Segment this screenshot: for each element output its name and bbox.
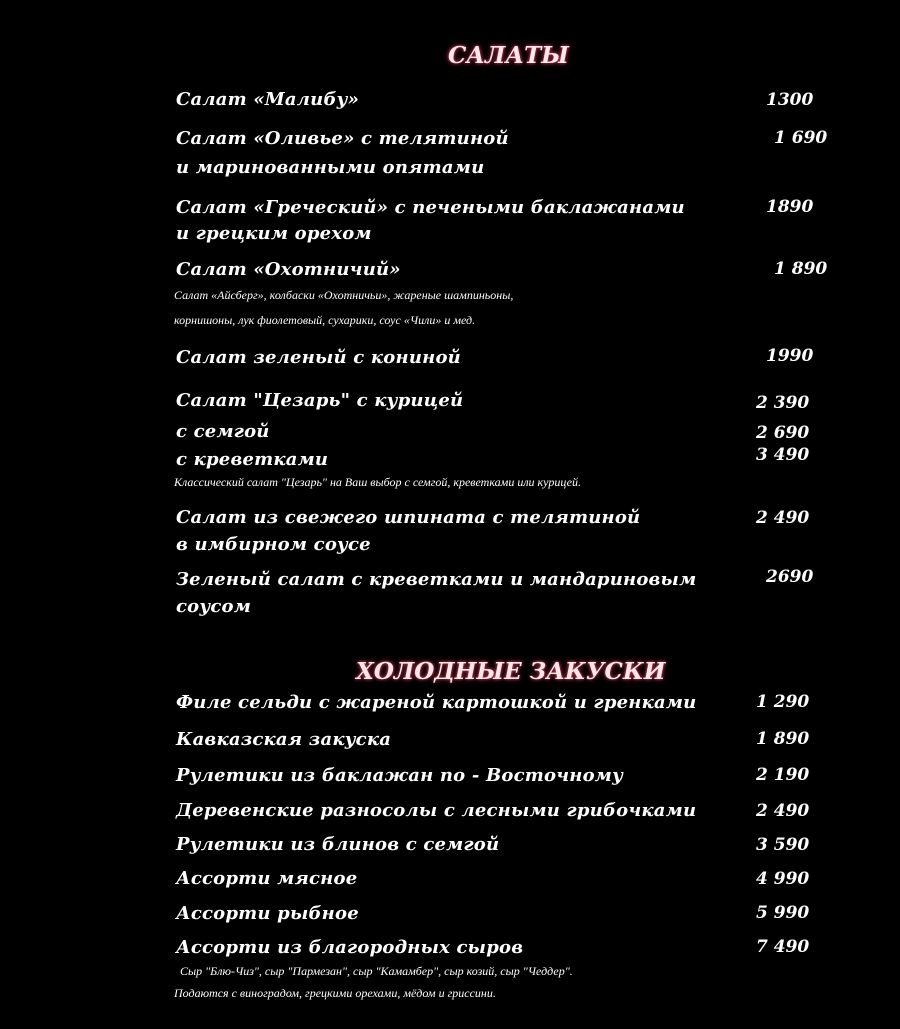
spinach-price: 2 490 [756,508,810,528]
caesar-shrimp-option: с креветками [176,449,329,470]
malibu-name: Салат «Малибу» [176,89,360,110]
caesar-description: Классический салат "Цезарь" на Ваш выбор с семгой, креветками или курицей. [174,475,581,489]
cold-item: Ассорти рыбное [176,903,359,924]
green-salad-name-line2: соусом [176,596,252,617]
cold-item: Кавказская закуска [176,729,392,750]
cold-item-price: 2 190 [756,765,810,785]
green-salad-name: Зеленый салат с креветками и мандариновым [176,569,697,590]
greek-name: Салат «Греческий» с печеными баклажанами [176,197,685,218]
caesar-price: 2 390 [756,393,810,413]
caesar-salmon-price: 2 690 [756,423,810,443]
greek-name-line2: и грецким орехом [176,223,372,244]
cold-item-price: 1 890 [756,729,810,749]
cold-item: Филе сельди с жареной картошкой и гренками [176,692,697,713]
salads-heading: САЛАТЫ [448,42,569,69]
olivier-price: 1 690 [774,128,828,148]
cold-item-price: 2 490 [756,801,810,821]
cold-item: Ассорти из благородных сыров [176,937,524,958]
hunter-description-line2: корнишоны, лук фиолетовый, сухарики, соус «Чили» и мед. [174,313,476,327]
cold-appetizers-heading: ХОЛОДНЫЕ ЗАКУСКИ [356,658,666,685]
hunter-description-line1: Салат «Айсберг», колбаски «Охотничьи», жареные шампиньоны, [174,288,514,302]
greek-price: 1890 [766,197,814,217]
olivier-name-line2: и маринованными опятами [176,157,485,178]
cold-item-price: 3 590 [756,835,810,855]
cheese-description-line1: Сыр "Блю-Чиз", сыр "Пармезан", сыр "Камамбер", сыр козий, сыр "Чеддер". [180,964,573,978]
hunter-name: Салат «Охотничий» [176,259,401,280]
cold-item-price: 7 490 [756,937,810,957]
caesar-name: Салат "Цезарь" с курицей [176,390,464,411]
malibu-price: 1300 [766,90,814,110]
spinach-name: Салат из свежего шпината с телятиной [176,507,641,528]
hunter-price: 1 890 [774,259,828,279]
spinach-name-line2: в имбирном соусе [176,534,371,555]
cold-item: Деревенские разносолы с лесными грибочками [176,800,697,821]
cold-item: Рулетики из баклажан по - Восточному [176,765,624,786]
cold-item-price: 1 290 [756,692,810,712]
green-salad-price: 2690 [766,567,814,587]
cheese-description-line2: Подаются с виноградом, грецкими орехами, мёдом и гриссини. [174,986,496,1000]
cold-item-price: 5 990 [756,903,810,923]
caesar-salmon-option: с семгой [176,421,270,442]
caesar-shrimp-price: 3 490 [756,445,810,465]
horse-name: Салат зеленый с кониной [176,347,461,368]
cold-item: Ассорти мясное [176,868,358,889]
olivier-name: Салат «Оливье» с телятиной [176,128,509,149]
cold-item-price: 4 990 [756,869,810,889]
cold-item: Рулетики из блинов с семгой [176,834,500,855]
horse-price: 1990 [766,346,814,366]
